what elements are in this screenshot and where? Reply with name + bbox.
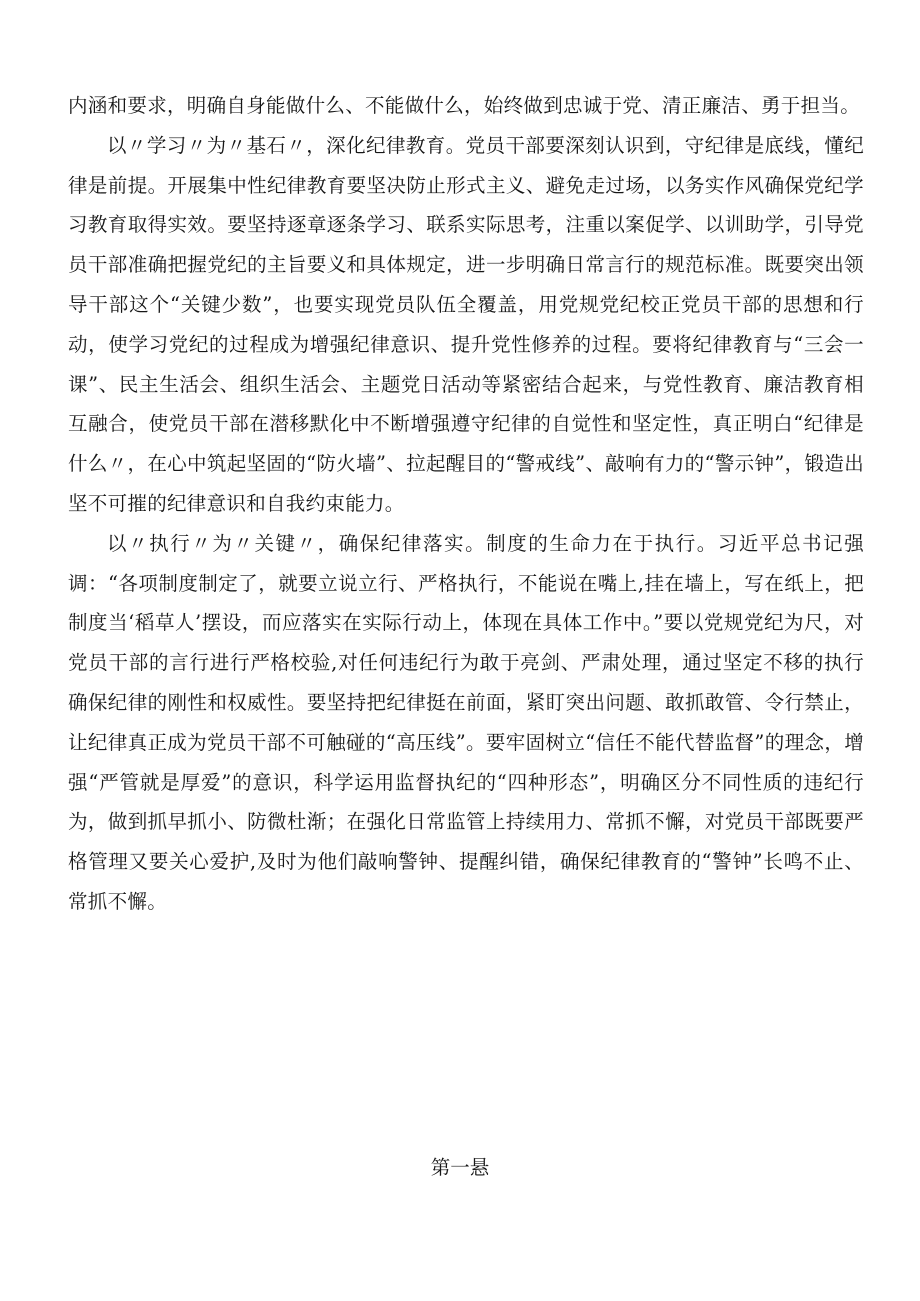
- document-body: [68, 86, 864, 922]
- paragraph-continuation: 内涵和要求，明确自身能做什么、不能做什么，始终做到忠诚于党、清正廉洁、勇于担当。: [68, 94, 861, 117]
- paragraph-study-foundation: 以〃学习〃为〃基石〃，深化纪律教育。党员干部要深刻认识到，守纪律是底线，懂纪律是前提。开展集中性纪律教育要坚决防止形式主义、避免走过场，以务实作风确保党纪学习教育取得实效。要坚持逐章逐条学习、联系实际思考，注重以案促学、以训助学，引导党员干部准确把握党纪的主旨要义和具体规定，进一步明确日常言行的规范标准。既要突出领导干部这个“关键少数”，也要实现党员队伍全覆盖，用党规党纪校正党员干部的思想和行动，使学习党纪的过程成为增强纪律意识、提升党性修养的过程。要将纪律教育与“三会一课”、民主生活会、组织生活会、主题党日活动等紧密结合起来，与党性教育、廉洁教育相互融合，使党员干部在潜移默化中不断增强遵守纪律的自觉性和坚定性，真正明白“纪律是什么〃，在心中筑起坚固的“防火墙”、拉起醒目的“警戒线”、敲响有力的“警示钟”，锻造出坚不可摧的纪律意识和自我约束能力。: [68, 133, 864, 515]
- page-footer: 第一悬: [430, 1156, 490, 1179]
- paragraph-execution-key: 以〃执行〃为〃关键〃，确保纪律落实。制度的生命力在于执行。习近平总书记强调：“各项制度制定了，就要立说立行、严格执行，不能说在嘴上,挂在墙上，写在纸上，把制度当‘稻草人’摆设，而应落实在实际行动上，体现在具体工作中。”要以党规党纪为尺，对党员干部的言行进行严格校验,对任何违纪行为敢于亮剑、严肃处理，通过坚定不移的执行确保纪律的刚性和权威性。要坚持把纪律挺在前面，紧盯突出问题、敢抓敢管、令行禁止，让纪律真正成为党员干部不可触碰的“高压线”。要牢固树立“信任不能代替监督”的理念，增强“严管就是厚爱”的意识，科学运用监督执纪的“四种形态”，明确区分不同性质的违纪行为，做到抓早抓小、防微杜渐；在强化日常监管上持续用力、常抓不懈，对党员干部既要严格管理又要关心爱护,及时为他们敲响警钟、提醒纠错，确保纪律教育的“警钟”长鸣不止、常抓不懈。: [68, 531, 864, 913]
